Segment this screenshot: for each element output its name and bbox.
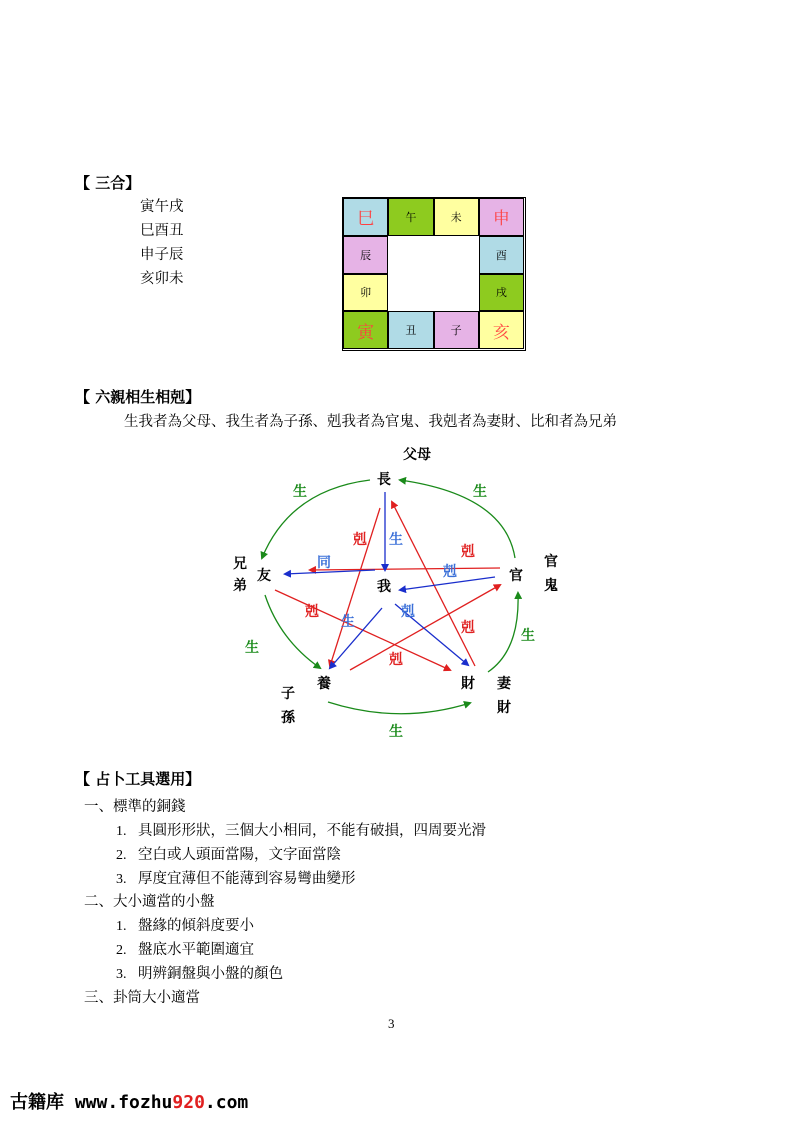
- grid-cell-2: 未: [434, 198, 479, 236]
- label-sheng-top-right: 生: [473, 484, 487, 500]
- grid-cell-0: 巳: [343, 198, 388, 236]
- page-number: 3: [388, 1016, 395, 1031]
- sheng-arrow-right-top: [400, 480, 515, 558]
- node-left-label-1: 兄: [233, 556, 247, 572]
- node-center: 我: [377, 579, 391, 595]
- grid-cell-9: 丑: [388, 311, 433, 349]
- ke-line-right-left: [310, 568, 500, 570]
- blue-line-center-bottomleft: [330, 608, 382, 668]
- grid-cell-3: 申: [479, 198, 524, 236]
- liuqin-pentagram-diagram: [220, 440, 580, 750]
- tools-section-2-item-3: 3. 明辨銅盤與小盤的顏色: [116, 966, 283, 982]
- sanhe-line-4: 亥卯未: [140, 271, 184, 287]
- grid-cell-7: 戌: [479, 274, 524, 312]
- grid-cell-8: 寅: [343, 311, 388, 349]
- tools-section-2-item-2: 2. 盤底水平範圍適宜: [116, 942, 254, 958]
- label-sheng-blue-bottom: 生: [341, 614, 355, 630]
- ke-line-bottomleft-right: [350, 585, 500, 670]
- sheng-arrow-bottomright-right: [488, 593, 518, 672]
- tools-section-1-item-3: 3. 厚度宜薄但不能薄到容易彎曲變形: [116, 871, 356, 887]
- tools-section-2-title: 二、大小適當的小盤: [84, 894, 215, 910]
- label-sheng-bottom: 生: [389, 724, 403, 740]
- ke-line-bottomright-top: [392, 502, 475, 666]
- label-sheng-right: 生: [521, 628, 535, 644]
- grid-cell-10: 子: [434, 311, 479, 349]
- tools-section-1-item-1: 1. 具圓形形狀，三個大小相同，不能有破損，四周要光滑: [116, 823, 486, 839]
- node-bottom-right: 財: [461, 676, 475, 692]
- label-ke-2: 剋: [461, 544, 475, 560]
- label-ke-3: 剋: [305, 604, 319, 620]
- grid-cell-5: 酉: [479, 236, 524, 274]
- watermark-cn: 古籍库: [10, 1092, 64, 1113]
- watermark-url: www.fozhu920.com: [74, 1092, 249, 1113]
- sanhe-line-1: 寅午戌: [140, 199, 184, 215]
- node-bottom-right-label-1: 妻: [497, 676, 511, 692]
- node-left-label-2: 弟: [233, 578, 247, 594]
- label-sheng-left: 生: [245, 640, 259, 656]
- tools-section-1-title: 一、標準的銅錢: [84, 799, 186, 815]
- node-top-label: 父母: [403, 447, 431, 463]
- node-left: 友: [257, 568, 271, 584]
- sanhe-line-3: 申子辰: [140, 247, 184, 263]
- label-ke-blue-right: 剋: [443, 564, 457, 580]
- liuqin-heading: 【 六親相生相剋】: [75, 388, 201, 406]
- grid-cell-4: 辰: [343, 236, 388, 274]
- sanhe-grid: [342, 197, 526, 351]
- grid-cell-6: 卯: [343, 274, 388, 312]
- tools-heading: 【 占卜工具選用】: [75, 770, 201, 788]
- liuqin-description: 生我者為父母、我生者為子孫、剋我者為官鬼、我剋者為妻財、比和者為兄弟: [124, 414, 617, 430]
- tools-section-2-item-1: 1. 盤緣的傾斜度要小: [116, 918, 254, 934]
- label-ke-4: 剋: [461, 620, 475, 636]
- label-ke-1: 剋: [353, 532, 367, 548]
- node-top: 長: [377, 472, 391, 488]
- label-sheng-top-left: 生: [293, 484, 307, 500]
- tools-section-3-title: 三、卦筒大小適當: [84, 990, 200, 1006]
- sanhe-heading: 【 三合】: [75, 174, 141, 192]
- label-ke-5: 剋: [389, 652, 403, 668]
- node-bottom-left-label-1: 子: [281, 686, 295, 702]
- node-bottom-left: 養: [317, 676, 331, 692]
- node-right-label-1: 官: [544, 554, 558, 570]
- label-sheng-blue-top: 生: [389, 532, 403, 548]
- grid-cell-1: 午: [388, 198, 433, 236]
- watermark: [10, 1088, 248, 1114]
- label-tong: 同: [317, 555, 331, 571]
- node-bottom-left-label-2: 孫: [281, 710, 295, 726]
- grid-cell-11: 亥: [479, 311, 524, 349]
- sheng-arrow-bottom: [328, 702, 470, 714]
- sanhe-line-2: 巳酉丑: [140, 223, 184, 239]
- label-ke-blue-bottom: 剋: [401, 604, 415, 620]
- tools-section-1-item-2: 2. 空白或人頭面當陽，文字面當陰: [116, 847, 341, 863]
- node-right: 官: [509, 568, 523, 584]
- node-right-label-2: 鬼: [544, 578, 558, 594]
- node-bottom-right-label-2: 財: [497, 700, 511, 716]
